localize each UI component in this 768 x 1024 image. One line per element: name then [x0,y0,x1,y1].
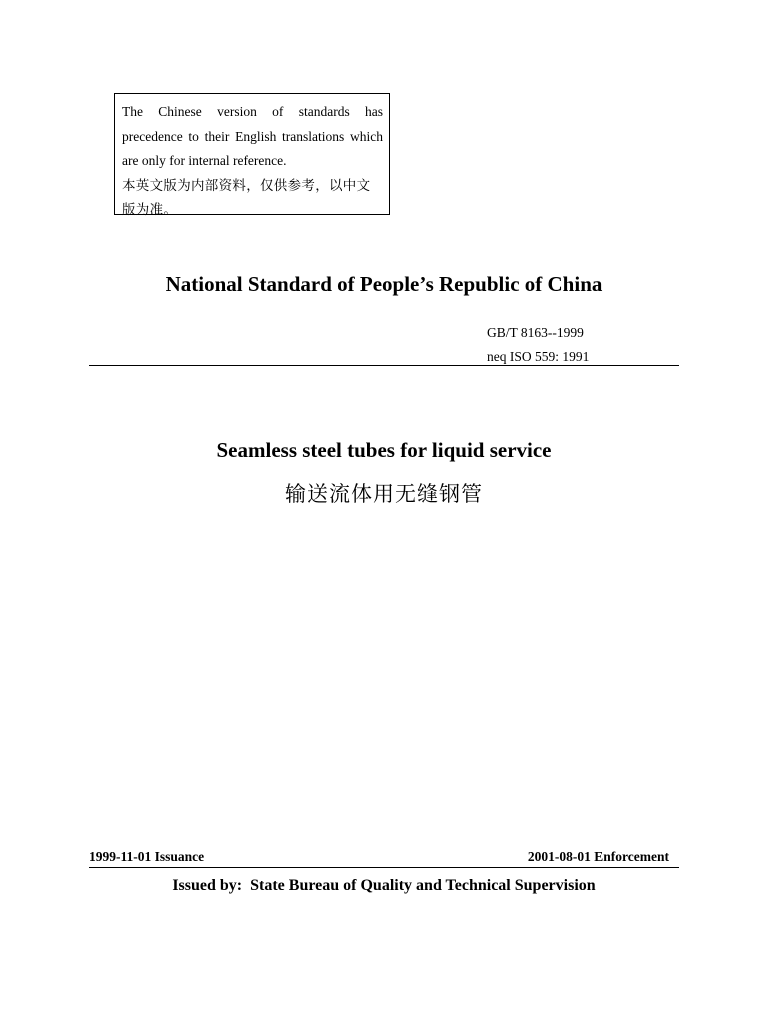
notice-english-text: The Chinese version of standards has precedence to their English translations which are only for internal reference. [122,104,383,168]
standard-codes [487,321,589,369]
standard-code: GB/T 8163--1999 [487,325,584,340]
issued-by-line: Issued by: State Bureau of Quality and Technical Supervision [172,877,596,894]
translation-notice-box [114,93,390,218]
national-standard-title: National Standard of People’s Republic of China [165,272,603,296]
document-title-english: Seamless steel tubes for liquid service [216,438,552,462]
footer-divider [89,867,679,868]
notice-chinese-text: 本英文版为内部资料，仅供参考，以中文版为准。 [122,177,371,218]
enforcement-date: 2001-08-01 Enforcement [527,849,669,864]
equivalent-standard: neq ISO 559: 1991 [487,349,590,364]
header-divider [89,365,679,366]
document-title-chinese: 输送流体用无缝钢管 [285,482,483,506]
issuance-date: 1999-11-01 Issuance [89,849,205,864]
